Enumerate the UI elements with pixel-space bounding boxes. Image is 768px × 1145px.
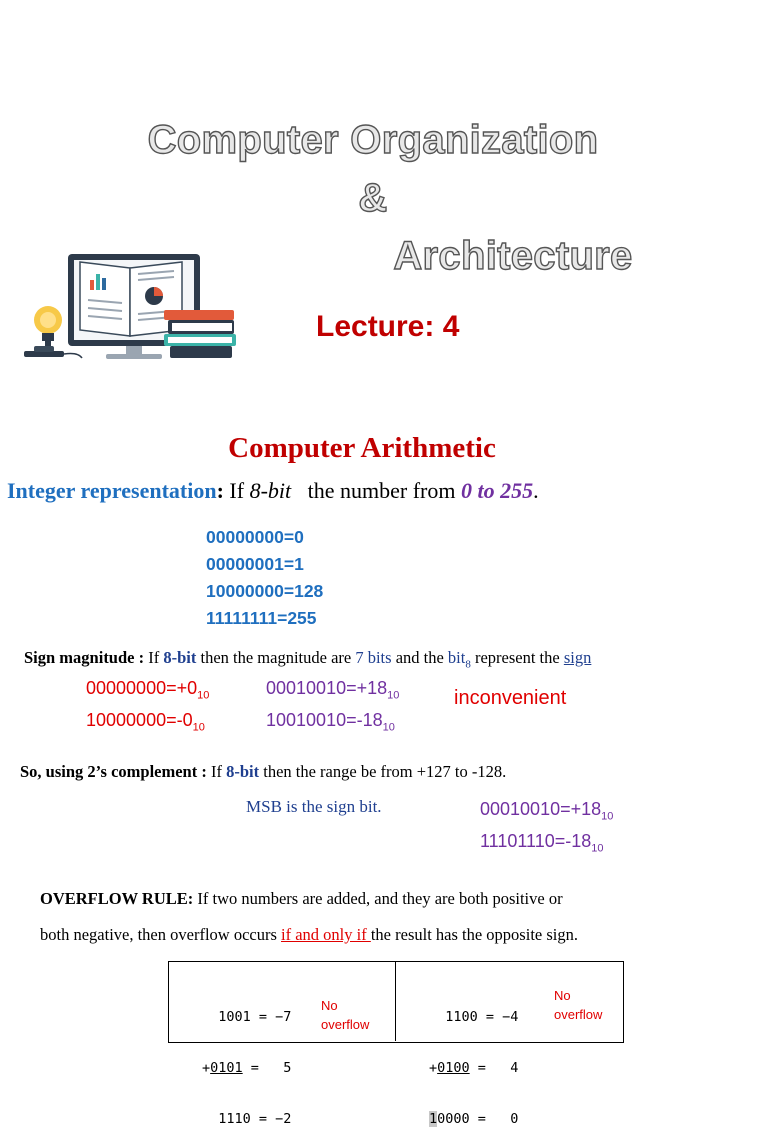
sign-magnitude-label: Sign magnitude : — [24, 648, 145, 667]
calc-row: 1110 = −2 — [218, 1111, 292, 1127]
binary-example: 11111111=255 — [206, 608, 317, 628]
value-range: 0 to 255 — [461, 478, 534, 503]
calc-row: 1001 = −7 — [218, 1009, 292, 1025]
calc-row: 1100 = −4 — [445, 1009, 519, 1025]
books-stack-icon — [164, 310, 236, 358]
overflow-rule-line-1: OVERFLOW RULE: If two numbers are added, and they are both positive or — [40, 889, 563, 908]
title-line-2: & — [358, 176, 388, 220]
equation: $11101110=-18_{10}$ — [480, 830, 604, 855]
binary-example: 00000001=1 — [206, 554, 304, 574]
equation: $00010010=+18_{10}$ — [480, 799, 614, 823]
calc-row: +0100 = 4 — [429, 1060, 519, 1076]
sign-magnitude-line: Sign magnitude : If 8-bit then the magnitude are 7 bits and the bit$_8$ represent the sign — [24, 648, 592, 671]
overflow-rule-line-2: both negative, then overflow occurs if and only if the result has the opposite sign. — [40, 925, 578, 944]
msb-note: MSB is the sign bit. — [246, 797, 382, 816]
equation: $10000000=-0_{10}$ — [86, 709, 205, 734]
integer-representation-line: Integer representation: If 8-bit the number from 0 to 255. — [7, 478, 539, 503]
title-line-1: Computer Organization — [147, 118, 599, 162]
twos-complement-label: So, using 2’s complement : — [20, 762, 207, 781]
calc-row: 10000 = 0 — [429, 1111, 519, 1127]
example-left-note: No overflow — [321, 998, 370, 1032]
example-left-calc — [202, 975, 291, 1145]
binary-example: 10000000=128 — [206, 581, 324, 601]
bit-count: 8-bit — [249, 478, 292, 503]
inconvenient-note: inconvenient — [454, 687, 567, 709]
equation: $00000000=+0_{10}$ — [86, 678, 210, 702]
equation: $00010010=+18_{10}$ — [266, 678, 400, 702]
example-right-calc — [429, 975, 518, 1145]
title-line-3: Architecture — [393, 234, 633, 278]
example-right-note: No overflow — [554, 988, 603, 1022]
twos-complement-line: So, using 2’s complement : If 8-bit then the range be from +127 to -128. — [20, 762, 507, 781]
lecture-number: Lecture: 4 — [316, 310, 460, 343]
twos-complement-examples — [480, 797, 613, 860]
overflow-rule-label: OVERFLOW RULE: — [40, 889, 194, 908]
sign-magnitude-18-examples — [266, 676, 399, 739]
integer-representation-label: Integer representation — [7, 478, 217, 503]
section-title: Computer Arithmetic — [228, 432, 496, 464]
iff-emphasis: if and only if — [281, 925, 371, 944]
sign-magnitude-zero-examples — [86, 676, 209, 739]
carry-bit: 1 — [429, 1111, 438, 1127]
calc-row: +0101 = 5 — [202, 1060, 292, 1076]
table-divider — [395, 961, 396, 1041]
binary-example: 00000000=0 — [206, 527, 304, 547]
binary-examples-list — [206, 524, 323, 632]
equation: $10010010=-18_{10}$ — [266, 709, 395, 734]
